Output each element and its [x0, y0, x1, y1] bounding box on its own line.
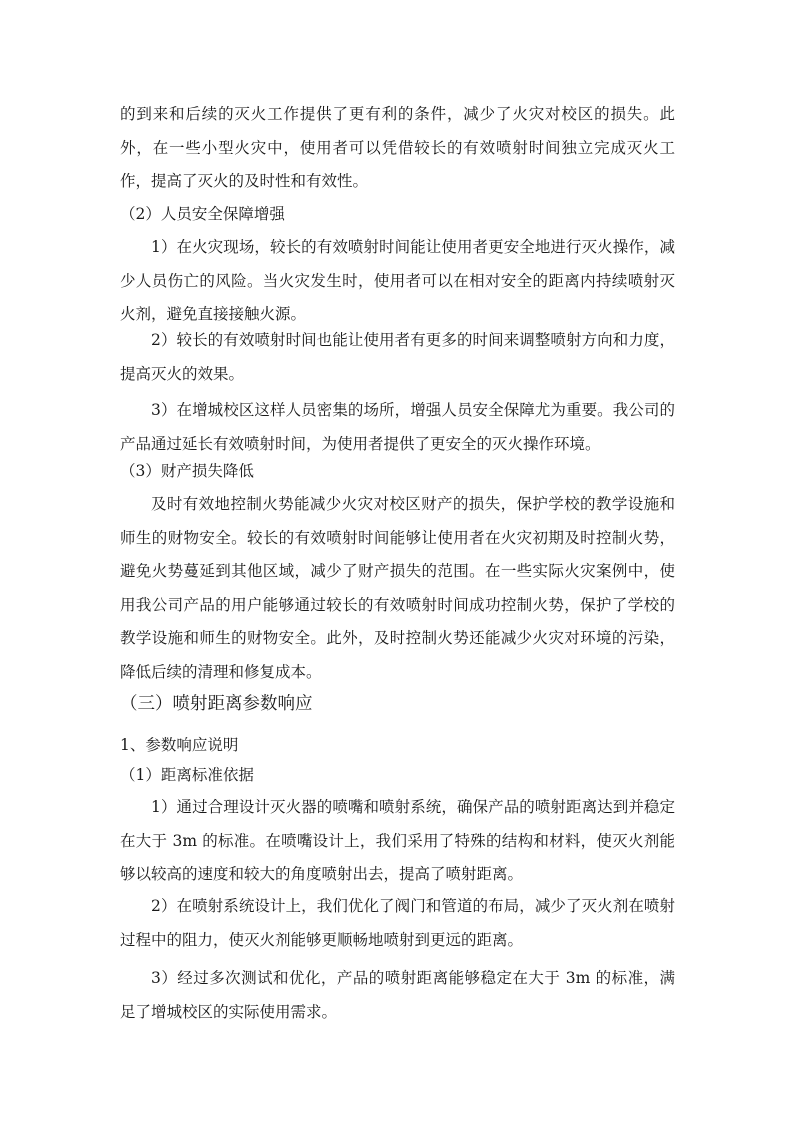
distance-point-1: 1）通过合理设计灭火器的喷嘴和喷射系统，确保产品的喷射距离达到并稳定在大于 3m 的标准。在喷嘴设计上，我们采用了特殊的结构和材料，使灭火剂能够以较高的速度和较大的角度喷射出去，提高了喷射距离。: [120, 798, 675, 883]
personnel-safety-heading: （2）人员安全保障增强: [120, 205, 285, 223]
property-loss-heading: （3）财产损失降低: [120, 462, 254, 480]
property-loss-paragraph: 及时有效地控制火势能减少火灾对校区财产的损失，保护学校的教学设施和师生的财物安全。较长的有效喷射时间能够让使用者在火灾初期及时控制火势，避免火势蔓延到其他区域，减少了财产损失的范围。在一些实际火灾案例中，使用我公司产品的用户能够通过较长的有效喷射时间成功控制火势，保护了学校的教学设施和师生的财物安全。此外，及时控制火势还能减少火灾对环境的污染，降低后续的清理和修复成本。: [120, 495, 675, 681]
distance-standard-heading: （1）距离标准依据: [120, 766, 254, 784]
parameter-response-heading: 1、参数响应说明: [120, 736, 239, 754]
distance-point-2: 2）在喷射系统设计上，我们优化了阀门和管道的布局，减少了灭火剂在喷射过程中的阻力，使灭火剂能够更顺畅地喷射到更远的距离。: [120, 897, 675, 949]
personnel-safety-point-3: 3）在增城校区这样人员密集的场所，增强人员安全保障尤为重要。我公司的产品通过延长有效喷射时间，为使用者提供了更安全的灭火操作环境。: [120, 401, 675, 453]
section-3-title: （三）喷射距离参数响应: [120, 694, 313, 714]
personnel-safety-point-1: 1）在火灾现场，较长的有效喷射时间能让使用者更安全地进行灭火操作，减少人员伤亡的风险。当火灾发生时，使用者可以在相对安全的距离内持续喷射灭火剂，避免直接接触火源。: [120, 238, 675, 323]
personnel-safety-point-2: 2）较长的有效喷射时间也能让使用者有更多的时间来调整喷射方向和力度，提高灭火的效果。: [120, 331, 675, 383]
intro-paragraph: 的到来和后续的灭火工作提供了更有利的条件，减少了火灾对校区的损失。此外，在一些小型火灾中，使用者可以凭借较长的有效喷射时间独立完成灭火工作，提高了灭火的及时性和有效性。: [120, 105, 675, 190]
distance-point-3: 3）经过多次测试和优化，产品的喷射距离能够稳定在大于 3m 的标准，满足了增城校区的实际使用需求。: [120, 969, 675, 1021]
